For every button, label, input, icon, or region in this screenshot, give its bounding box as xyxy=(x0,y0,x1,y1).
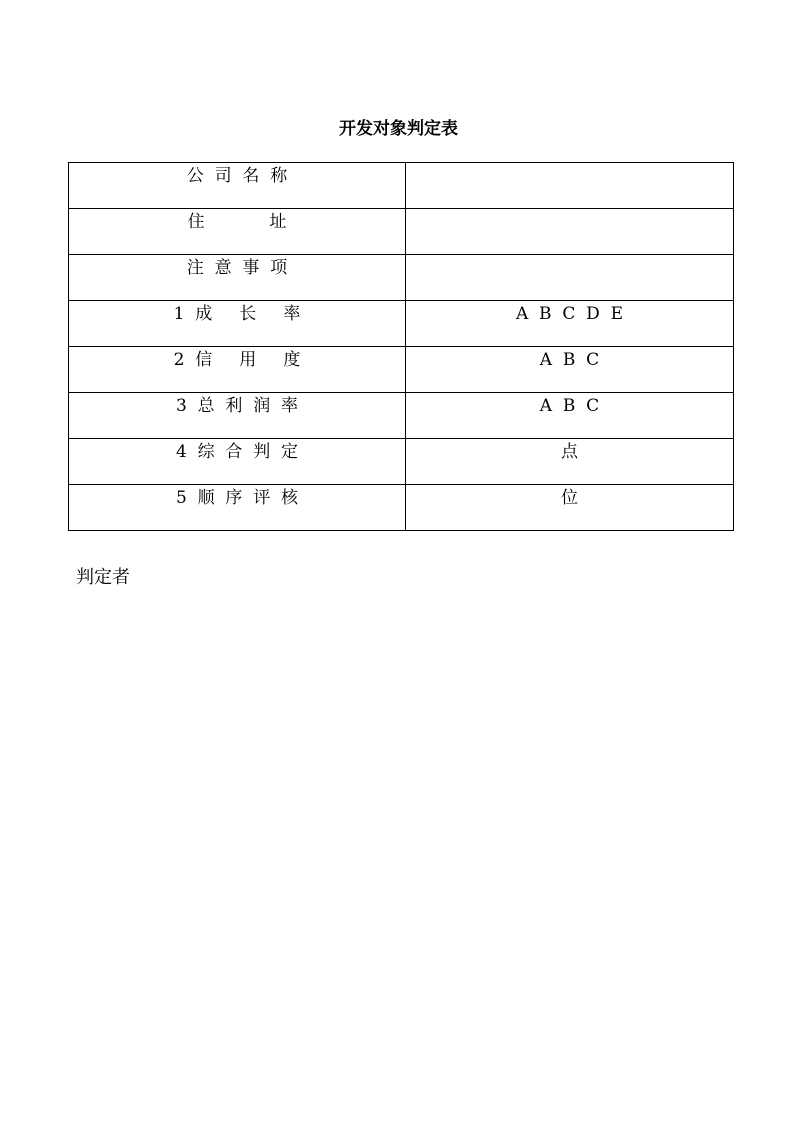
row-value-company-name[interactable] xyxy=(406,163,734,209)
row-label-overall-judgment: 4 综 合 判 定 xyxy=(69,439,406,485)
document-title: 开发对象判定表 xyxy=(339,119,458,139)
row-label-address: 住 址 xyxy=(69,209,406,255)
row-label-company-name: 公 司 名 称 xyxy=(69,163,406,209)
evaluation-table xyxy=(68,162,734,531)
table-row xyxy=(69,163,734,209)
row-value-credit[interactable]: A B C xyxy=(406,347,734,393)
row-value-profit-rate[interactable]: A B C xyxy=(406,393,734,439)
row-value-notes[interactable] xyxy=(406,255,734,301)
table-row xyxy=(69,393,734,439)
row-value-address[interactable] xyxy=(406,209,734,255)
row-label-growth-rate: 1 成 长 率 xyxy=(69,301,406,347)
row-label-profit-rate: 3 总 利 润 率 xyxy=(69,393,406,439)
row-label-credit: 2 信 用 度 xyxy=(69,347,406,393)
row-label-notes: 注 意 事 项 xyxy=(69,255,406,301)
row-value-ranking[interactable]: 位 xyxy=(406,485,734,531)
table-row xyxy=(69,301,734,347)
table-row xyxy=(69,255,734,301)
table-row xyxy=(69,485,734,531)
table-row xyxy=(69,347,734,393)
judge-label: 判定者 xyxy=(76,567,130,588)
row-value-overall-judgment[interactable]: 点 xyxy=(406,439,734,485)
table-row xyxy=(69,439,734,485)
table-row xyxy=(69,209,734,255)
row-value-growth-rate[interactable]: A B C D E xyxy=(406,301,734,347)
row-label-ranking: 5 顺 序 评 核 xyxy=(69,485,406,531)
